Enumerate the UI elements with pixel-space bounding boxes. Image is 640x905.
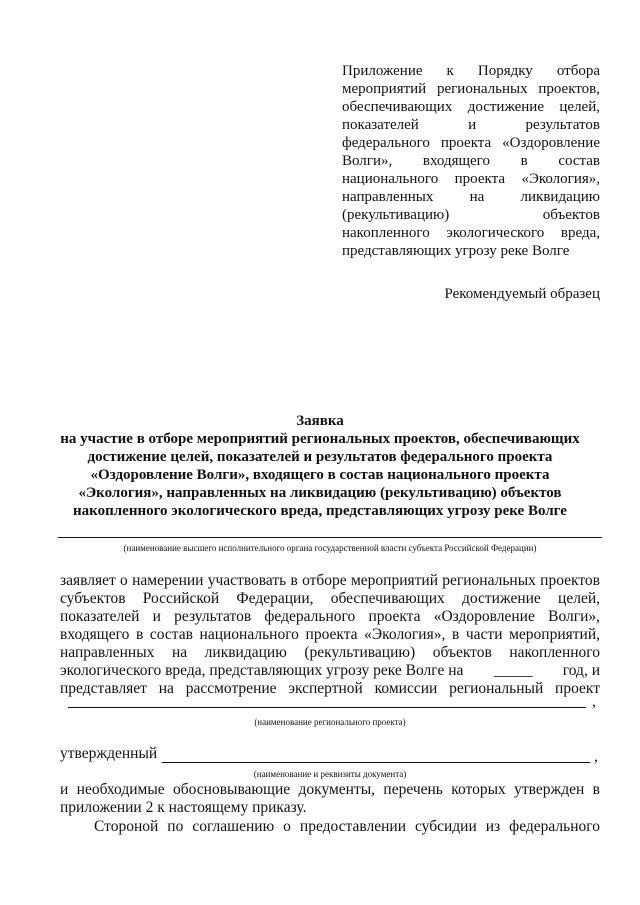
project-comma: , [592,693,596,710]
document-comma: , [594,748,598,765]
title-line: на участие в отборе мероприятий региональных проектов, обеспечивающих [60,431,580,447]
appendix-line: (рекультивацию) объектов [342,207,600,223]
year-text-after: год, и [562,662,600,679]
appendix-header [342,62,600,260]
paragraph-1 [60,572,600,698]
paragraph-line: субъектов Российской Федерации, обеспечивающих достижение целей, [60,590,600,607]
paragraph-line: представляет на рассмотрение экспертной комиссии региональный проект [60,680,600,697]
appendix-line: национального проекта «Экология», [342,171,600,187]
appendix-line: представляющих угрозу реке Волге [342,243,570,259]
paragraph-line: и необходимые обосновывающие документы, перечень которых утвержден в [60,781,600,798]
project-caption: (наименование регионального проекта) [254,717,406,727]
paragraph-2 [60,781,600,817]
title-line: «Экология», направленных на ликвидацию (рекультивацию) объектов [78,485,562,501]
document-title [40,412,600,520]
project-fill-line[interactable] [68,707,586,708]
authority-caption: (наименование высшего исполнительного органа государственной власти субъекта Российской Федерации) [123,543,537,553]
document-fill-line[interactable] [162,762,590,763]
title-heading: Заявка [296,413,344,429]
document-caption: (наименование и реквизиты документа) [253,769,407,779]
title-line: достижение целей, показателей и результатов федерального проекта [87,449,553,465]
paragraph-line: направленных на ликвидацию (рекультивацию) объектов накопленного [60,644,600,661]
paragraph-line: входящего в состав национального проекта «Экология», в части мероприятий, [60,626,600,643]
paragraph-3 [94,818,600,836]
year-blank[interactable]: _____ [493,662,533,679]
authority-fill-line[interactable] [58,537,602,538]
title-line: накопленного экологического вреда, представляющих угрозу реке Волге [73,503,567,519]
year-text-before: экологического вреда, представляющих угрозу реке Волге на [60,662,464,679]
appendix-line: показателей и результатов [342,117,600,133]
appendix-line: федерального проекта «Оздоровление [342,135,600,151]
paragraph-line: Стороной по соглашению о предоставлении субсидии из федерального [94,818,600,835]
paragraph-line: заявляет о намерении участвовать в отборе мероприятий региональных проектов [60,572,600,589]
sample-label: Рекомендуемый образец [444,286,600,302]
appendix-line: Приложение к Порядку отбора [342,63,600,79]
appendix-line: мероприятий региональных проектов, [342,81,600,97]
year-line [60,662,600,680]
appendix-line: обеспечивающих достижение целей, [342,99,600,115]
appendix-line: накопленного экологического вреда, [342,225,600,241]
paragraph-line: показателей и результатов федерального проекта «Оздоровление Волги», [60,608,600,625]
appendix-line: направленных на ликвидацию [342,189,600,205]
paragraph-line: приложении 2 к настоящему приказу. [60,799,307,816]
appendix-line: Волги», входящего в состав [342,153,600,169]
approved-label: утвержденный [60,745,158,762]
title-line: «Оздоровление Волги», входящего в состав национального проекта [90,467,550,483]
